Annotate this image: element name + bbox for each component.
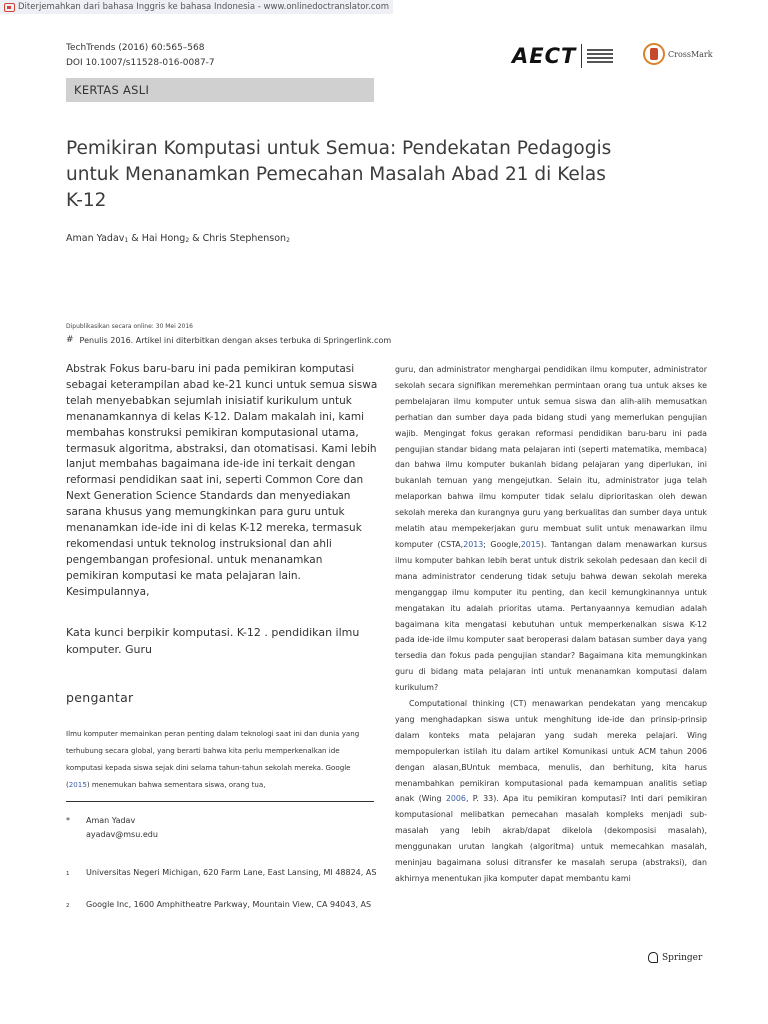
body-paragraph [395, 362, 707, 696]
author-affiliation-mark: 1 [124, 237, 129, 244]
body-paragraph [395, 696, 707, 887]
body-text: guru, dan administrator menghargai pendidikan ilmu komputer, administrator sekolah secara signifikan meremehkan permintaan orang tua untuk akses ke pembelajaran ilmu komputer untuk semua siswa dan alih-alih memusatkan perhatian dan sumber daya pada bidang studi yang memerlukan pengujian wajib. Mengingat fokus gerakan reformasi pendidikan baru-baru ini pada pengujian standar bidang mata pelajaran inti (seperti matematika, membaca) dan bahwa ilmu komputer bukanlah bidang pelajaran yang diperlukan, ini bukanlah temuan yang mengejutkan. Selain itu, administrator juga telah melaporkan bahwa ilmu komputer tidak selalu diprioritaskan oleh dewan sekolah mereka dan kurangnya guru yang berkualitas dan sumber daya untuk melatih atau mempekerjakan guru membuat sulit untuk menawarkan ilmu komputer (CSTA, [395, 365, 707, 549]
translator-link[interactable]: Diterjemahkan dari bahasa Inggris ke bahasa Indonesia - www.onlinedoctranslator.com [18, 2, 390, 12]
author-name[interactable]: Chris Stephenson [202, 233, 287, 244]
citation-link[interactable]: 2015 [520, 539, 541, 549]
author-name[interactable]: Hai Hong [141, 233, 186, 244]
doi[interactable]: DOI 10.1007/s11528-016-0087-7 [66, 58, 215, 68]
author-separator: & [189, 233, 203, 244]
copyright-mark: # [66, 335, 74, 345]
copyright-text: Penulis 2016. Artikel ini diterbitkan dengan akses terbuka di Springerlink.com [79, 335, 392, 345]
corresponding-author-email[interactable]: ayadav@msu.edu [86, 830, 158, 839]
journal-info [66, 41, 215, 71]
journal-citation: TechTrends (2016) 60:565–568 [66, 43, 205, 53]
abstract: Abstrak Fokus baru-baru ini pada pemikiran komputasi sebagai keterampilan abad ke-21 kunci untuk semua siswa telah menyebabkan sejumlah inisiatif kurikulum untuk menanamkannya di kelas K-12. Dalam makalah ini, kami membahas konstruksi pemikiran komputasional utama, termasuk algoritma, abstraksi, dan otomatisasi. Kami lebih lanjut membahas bagaimana ide-ide ini terkait dengan reformasi pendidikan saat ini, seperti Common Core dan Next Generation Science Standards dan menyediakan sarana khusus yang memungkinkan para guru untuk menanamkan ide-ide ini di kelas K-12 mereka, termasuk rekomendasi untuk teknolog instruksional dan ahli pengembangan profesional. untuk menanamkan pemikiran komputasi ke mata pelajaran lain. Kesimpulannya, [66, 363, 378, 598]
keywords: Kata kunci berpikir komputasi. K-12 . pendidikan ilmu komputer. Guru [66, 626, 360, 656]
right-column-body [395, 362, 707, 887]
author-separator: & [128, 233, 142, 244]
crossmark-icon [643, 43, 665, 65]
corresponding-author-name: Aman Yadav [86, 816, 136, 825]
citation-link[interactable]: 2006 [445, 794, 466, 804]
publisher-logo [648, 952, 702, 963]
footnote-mark: 1 [66, 871, 70, 877]
publication-date: Dipublikasikan secara online: 30 Mei 2016 [66, 323, 193, 330]
author-name[interactable]: Aman Yadav [66, 233, 125, 244]
corresponding-author-note [66, 814, 378, 842]
aect-logo [512, 43, 613, 69]
body-text: ; Google, [483, 539, 521, 549]
copyright-line [66, 335, 391, 345]
citation-link[interactable]: 2015 [68, 780, 87, 789]
author-affiliation-mark: 2 [185, 237, 190, 244]
intro-text: ) menemukan bahwa sementara siswa, orang tua, [86, 780, 266, 789]
aect-tagline-graphic [587, 49, 613, 63]
article-title: Pemikiran Komputasi untuk Semua: Pendekatan Pedagogis untuk Menanamkan Pemecahan Masalah Abad 21 di Kelas K-12 [66, 138, 612, 211]
crossmark-label: CrossMark [668, 49, 713, 59]
affiliation-note [66, 898, 378, 913]
footnote-mark: 2 [66, 903, 70, 909]
crossmark-badge[interactable] [643, 43, 713, 65]
citation-link[interactable]: 2013 [463, 539, 484, 549]
logo-divider [581, 44, 582, 68]
affiliation-text: Universitas Negeri Michigan, 620 Farm Lane, East Lansing, MI 48824, AS [86, 868, 377, 877]
footnote-mark: * [66, 816, 70, 825]
springer-horse-icon [648, 952, 658, 963]
publisher-name: Springer [662, 952, 703, 963]
affiliation-text: Google Inc, 1600 Amphitheatre Parkway, Mountain View, CA 94043, AS [86, 900, 372, 909]
affiliation-note [66, 866, 378, 881]
translator-banner [0, 0, 393, 14]
body-text: ). Tantangan dalam menawarkan kursus ilmu komputer bahkan lebih berat untuk distrik sekolah pedesaan dan kecil di mana administrator cenderung tidak setuju bahwa dewan sekolah mereka menganggap ilmu komputer itu penting, dan kecil kemungkinannya untuk mengatakan itu adalah prioritas utama. Pertanyaannya kemudian adalah bagaimana kita mengatasi kebutuhan untuk memperkenalkan siswa K-12 pada ide-ide ilmu komputer saat beroperasi dalam batasan sumber daya yang tersedia dan fokus pada pengujian standar? Bagaimana kita memungkinkan guru di bidang mata pelajaran inti untuk menanamkan komputasi dalam kurikulum? [395, 539, 707, 693]
translate-icon [4, 3, 15, 12]
author-list [66, 233, 290, 244]
body-text: , P. 33). Apa itu pemikiran komputasi? Inti dari pemikiran komputasional melibatkan pemecahan masalah kompleks menjadi sub-masalah yang lebih akrab/dapat dikelola (dekomposisi masalah), menggunakan urutan langkah (algoritma) untuk memecahkan masalah, meninjau bagaimana solusi ditransfer ke masalah serupa (abstraksi), dan akhirnya menentukan jika komputer dapat membantu kami [395, 794, 707, 883]
footnote-divider [66, 801, 374, 802]
body-text: Computational thinking (CT) menawarkan pendekatan yang mencakup yang menghadapkan siswa untuk menghitung ide-ide dan prinsip-prinsip dalam konteks mata pelajaran yang sudah mereka pelajari. Wing mempopulerkan istilah itu dalam artikel Komunikasi untuk ACM tahun 2006 dengan alasan,BUntuk membaca, menulis, dan berhitung, kita harus menambahkan pemikiran komputasional pada kemampuan analitis setiap anak (Wing [395, 699, 707, 804]
intro-text: Ilmu komputer memainkan peran penting dalam teknologi saat ini dan dunia yang terhubung secara global, yang berarti bahwa kita perlu memperkenalkan ide komputasi kepada siswa sejak dini selama tahun-tahun sekolah mereka. Google ( [66, 729, 360, 789]
aect-wordmark: AECT [512, 44, 577, 68]
article-type-label: KERTAS ASLI [66, 78, 374, 102]
introduction-paragraph [66, 725, 376, 793]
section-heading-introduction: pengantar [66, 690, 134, 705]
author-affiliation-mark: 2 [286, 237, 290, 244]
